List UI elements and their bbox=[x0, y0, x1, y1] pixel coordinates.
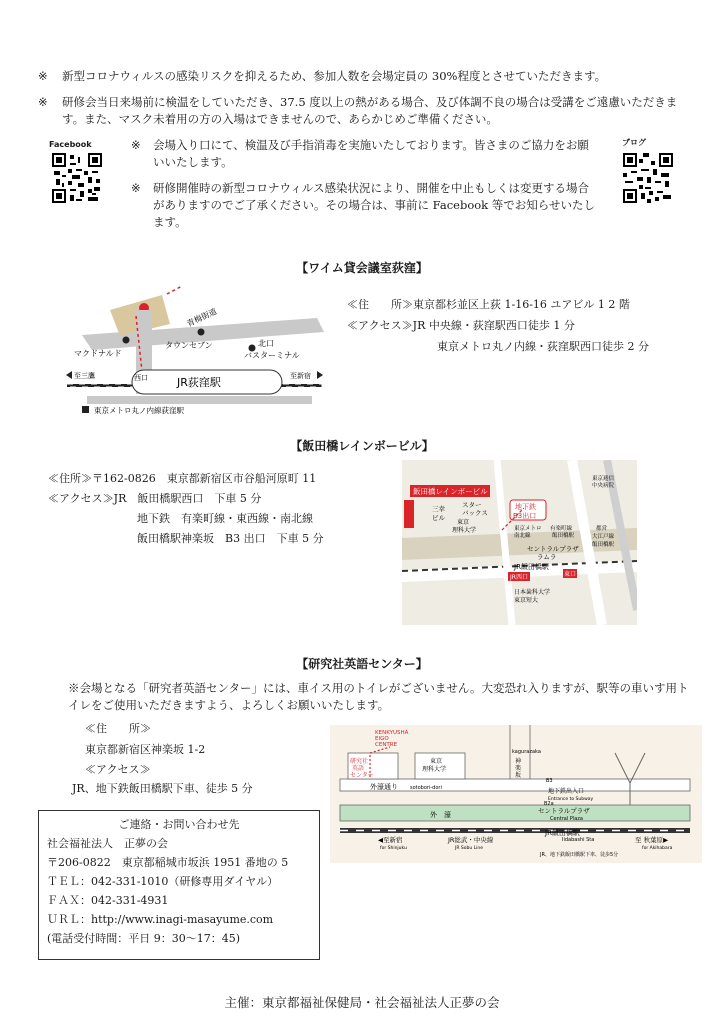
map-kagurazaka-jp2: 楽 bbox=[515, 765, 522, 772]
notice-4 bbox=[131, 180, 599, 231]
notice-text: 新型コロナウィルスの感染リスクを抑えるため、参加人数を会場定員の 30%程度とさせていただきます。 bbox=[62, 69, 607, 83]
map-toei-label: 都営 bbox=[596, 526, 608, 532]
map-sanka-label: 三幸 bbox=[432, 505, 445, 513]
map-sotobori-en: sotobori-dori bbox=[410, 785, 442, 791]
map-to-mitaka-label: 至三鷹 bbox=[74, 372, 95, 380]
access-label: ≪アクセス≫ bbox=[48, 492, 114, 505]
map-post2-label: 中央病院 bbox=[592, 483, 615, 489]
map-to-shinjuku-en: for Shinjuku bbox=[380, 846, 407, 851]
contact-url[interactable]: ＵＲＬ：http://www.inagi-masayume.com bbox=[47, 913, 274, 926]
map-road-label: 青梅街道 bbox=[185, 306, 219, 329]
map-centre-jp3: センター bbox=[350, 772, 374, 779]
map-sotobori: 外濠通り bbox=[370, 783, 398, 791]
map-station-label: JR荻窪駅 bbox=[177, 376, 221, 389]
map-townseven-label: タウンセブン bbox=[165, 341, 213, 350]
venue2-map[interactable] bbox=[402, 460, 637, 625]
notice-text: 会場入り口にて、検温及び手指消毒を実施いたしております。皆さまのご協力をお願いいたします。 bbox=[153, 138, 589, 169]
map-to-akihabara-en: for Akihabara bbox=[642, 846, 673, 851]
venue2-access-3: 飯田橋駅神楽坂 B3 出口 下車 5 分 bbox=[137, 532, 324, 545]
address-value: 東京都杉並区上荻 1-16-16 ユアビル 1 2 階 bbox=[413, 298, 630, 311]
map-rika2: 理科大学 bbox=[422, 766, 447, 773]
map-metro-label: 東京メトロ丸ノ内線荻窪駅 bbox=[94, 406, 184, 415]
map-dental-label: 日本歯科大学 bbox=[514, 589, 551, 596]
venue1-access bbox=[347, 317, 575, 335]
address-label: ≪住所≫ bbox=[48, 472, 92, 485]
contact-hours: (電話受付時間：平日 9：30〜17：45) bbox=[47, 932, 241, 945]
notice-3 bbox=[131, 137, 599, 171]
map-centre-jp2: 英語 bbox=[352, 765, 365, 772]
notice-text: 研修会当日来場前に検温をしていただき、37.5 度以上の熱がある場合、及び体調不良の場合は受講をご遠慮いただきます。また、マスク未着用の方の入場はできませんので、あらかじめご準備ください。 bbox=[62, 95, 678, 126]
map-sanka2-label: ビル bbox=[432, 514, 445, 522]
map-subway-entrance: 地下鉄出入口 bbox=[548, 788, 585, 795]
venue1-map[interactable] bbox=[62, 280, 327, 420]
notice-mark: ※ bbox=[38, 69, 48, 83]
map-rika-label: 東京 bbox=[457, 519, 470, 526]
map-b2a: B2a bbox=[544, 801, 554, 807]
map-plaza-jp: セントラルプラザ bbox=[538, 807, 590, 815]
map-dental2-label: 東京短大 bbox=[514, 597, 539, 604]
facebook-label: Facebook bbox=[49, 140, 92, 149]
map-centre-en3: CENTRE bbox=[375, 742, 398, 748]
venue3-access-label: ≪アクセス≫ bbox=[85, 763, 151, 776]
venue3-note: ※会場となる「研究者英語センター」には、車イス用のトイレがございません。大変恐れ入りますが、駅等の車いす用トイレをご使用いただきますよう、よろしくお願いいたします。 bbox=[68, 681, 689, 712]
venue3-title: 【研究社英語センター】 bbox=[296, 657, 428, 671]
map-to-shinjuku-label: 至新宿 bbox=[290, 372, 311, 380]
map-kagurazaka-jp3: 坂 bbox=[515, 772, 522, 779]
map-plaza2-label: ラムラ bbox=[537, 553, 557, 561]
contact-tel[interactable]: ＴＥＬ：042-331-1010（研修専用ダイヤル） bbox=[47, 875, 279, 888]
access-label: ≪アクセス≫ bbox=[347, 319, 413, 332]
address-label: ≪住 所≫ bbox=[347, 298, 413, 311]
notice-2 bbox=[38, 94, 698, 128]
address-value: 〒162-0826 東京都新宿区市谷船河原町 11 bbox=[92, 472, 317, 485]
contact-heading: ご連絡・お問い合わせ先 bbox=[118, 818, 240, 831]
access-value: JR 飯田橋駅西口 下車 5 分 bbox=[113, 492, 262, 505]
blog-qr-code[interactable] bbox=[623, 152, 673, 204]
notice-text: 研修開催時の新型コロナウィルス感染状況により、開催を中止もしくは変更する場合がありますのでご了承ください。その場合は、事前に Facebook 等でお知らせいたします。 bbox=[153, 181, 595, 229]
map-jr-line-en: JR Sobu Line bbox=[455, 846, 484, 851]
map-to-shinjuku: ◀至新宿 bbox=[378, 836, 403, 844]
landmark-dot-icon bbox=[198, 329, 205, 336]
map-oedo-label: 大江戸線 bbox=[592, 534, 615, 540]
map-starbucks2-label: バックス bbox=[462, 509, 488, 517]
venue2-address bbox=[48, 470, 316, 488]
map-plaza-label: セントラルプラザ bbox=[527, 545, 579, 553]
map-kagurazaka-jp1: 神 bbox=[515, 758, 522, 765]
map-jr-west-label: JR西口 bbox=[510, 574, 528, 581]
map-metro-name-label: 東京メトロ bbox=[514, 526, 542, 532]
map-mcdonalds-label: マクドナルド bbox=[74, 349, 122, 358]
venue2-title: 【飯田橋レインボービル】 bbox=[290, 439, 434, 453]
map-north-exit-label: 北口 bbox=[258, 339, 274, 348]
venue3-address: 東京都新宿区神楽坂 1-2 bbox=[85, 743, 206, 756]
map-jr-station-en: Iidabashi Sta bbox=[562, 837, 595, 843]
map-plaza-en: Central Plaza bbox=[550, 816, 583, 822]
venue3-address-label: ≪住 所≫ bbox=[85, 722, 151, 735]
venue1-title: 【ワイム貸会議室荻窪】 bbox=[296, 261, 428, 275]
facebook-qr-code[interactable] bbox=[52, 152, 102, 204]
map-rika1: 東京 bbox=[430, 758, 443, 765]
map-rika2-label: 理科大学 bbox=[452, 527, 477, 534]
blog-label: ブログ bbox=[622, 138, 646, 147]
contact-address: 〒206-0822 東京都稲城市坂浜 1951 番地の 5 bbox=[47, 856, 289, 869]
notice-mark: ※ bbox=[131, 138, 141, 152]
map-jr-station-label: JR飯田橋駅 bbox=[514, 563, 549, 571]
map-centre-en1: KENKYUSHA bbox=[375, 730, 409, 736]
map-bus-terminal-label: バスターミナル bbox=[244, 351, 300, 360]
access-value: JR 中央線・荻窪駅西口徒歩 1 分 bbox=[412, 319, 575, 332]
footer-sponsor: 主催：東京都福祉保健局・社会福祉法人正夢の会 bbox=[224, 995, 500, 1010]
map-iidabashi2-label: 飯田橋駅 bbox=[592, 542, 615, 548]
landmark-dot-icon bbox=[123, 337, 130, 344]
map-centre-en2: EIGO bbox=[375, 736, 389, 742]
map-to-akihabara: 至 秋葉原▶ bbox=[635, 836, 669, 844]
map-metro-line-label: 南北線 bbox=[514, 533, 531, 539]
venue3-map[interactable] bbox=[330, 725, 702, 863]
map-exit2-label: B3出口 bbox=[513, 512, 537, 520]
venue1-access-2: 東京メトロ丸ノ内線・荻窪駅西口徒歩 2 分 bbox=[437, 340, 649, 353]
map-kagurazaka-en: kagurazaka bbox=[512, 749, 541, 755]
map-footnote: JR、地下鉄飯田橋駅下車、徒歩5分 bbox=[540, 852, 619, 858]
qr-icon bbox=[623, 152, 673, 204]
map-post-label: 東京逓信 bbox=[592, 476, 615, 482]
map-jr-station: JR飯田橋駅 bbox=[545, 829, 580, 837]
notice-mark: ※ bbox=[38, 95, 48, 109]
map-yurakucho-label: 有楽町線 bbox=[550, 526, 573, 532]
map-iidabashi-label: 飯田橋駅 bbox=[552, 533, 575, 539]
map-moat: 外 濠 bbox=[430, 811, 451, 819]
contact-fax: ＦＡＸ：042-331-4931 bbox=[47, 894, 169, 907]
notice-1 bbox=[38, 68, 698, 85]
venue2-access-2: 地下鉄 有楽町線・東西線・南北線 bbox=[137, 512, 313, 525]
map-jr-line: JR総武・中央線 bbox=[448, 836, 494, 844]
map-building-label: 飯田橋レインボービル bbox=[413, 487, 488, 496]
map-west-exit-label: 西口 bbox=[134, 374, 148, 382]
venue1-address bbox=[347, 296, 630, 314]
map-east-exit-label: 東口 bbox=[564, 571, 577, 578]
map-exit-label: 地下鉄 bbox=[515, 503, 536, 511]
venue3-access: JR、地下鉄飯田橋駅下車、徒歩 5 分 bbox=[72, 782, 253, 795]
notice-mark: ※ bbox=[131, 181, 141, 195]
map-starbucks-label: スター bbox=[462, 501, 482, 509]
map-b3: B3 bbox=[546, 778, 553, 784]
venue2-access bbox=[48, 490, 261, 508]
contact-org: 社会福祉法人 正夢の会 bbox=[47, 837, 168, 850]
map-centre-jp1: 研究社 bbox=[350, 758, 369, 765]
map-subway-entrance-en: Entrance to Subway bbox=[548, 797, 594, 802]
qr-icon bbox=[52, 152, 102, 204]
contact-box bbox=[38, 810, 320, 960]
